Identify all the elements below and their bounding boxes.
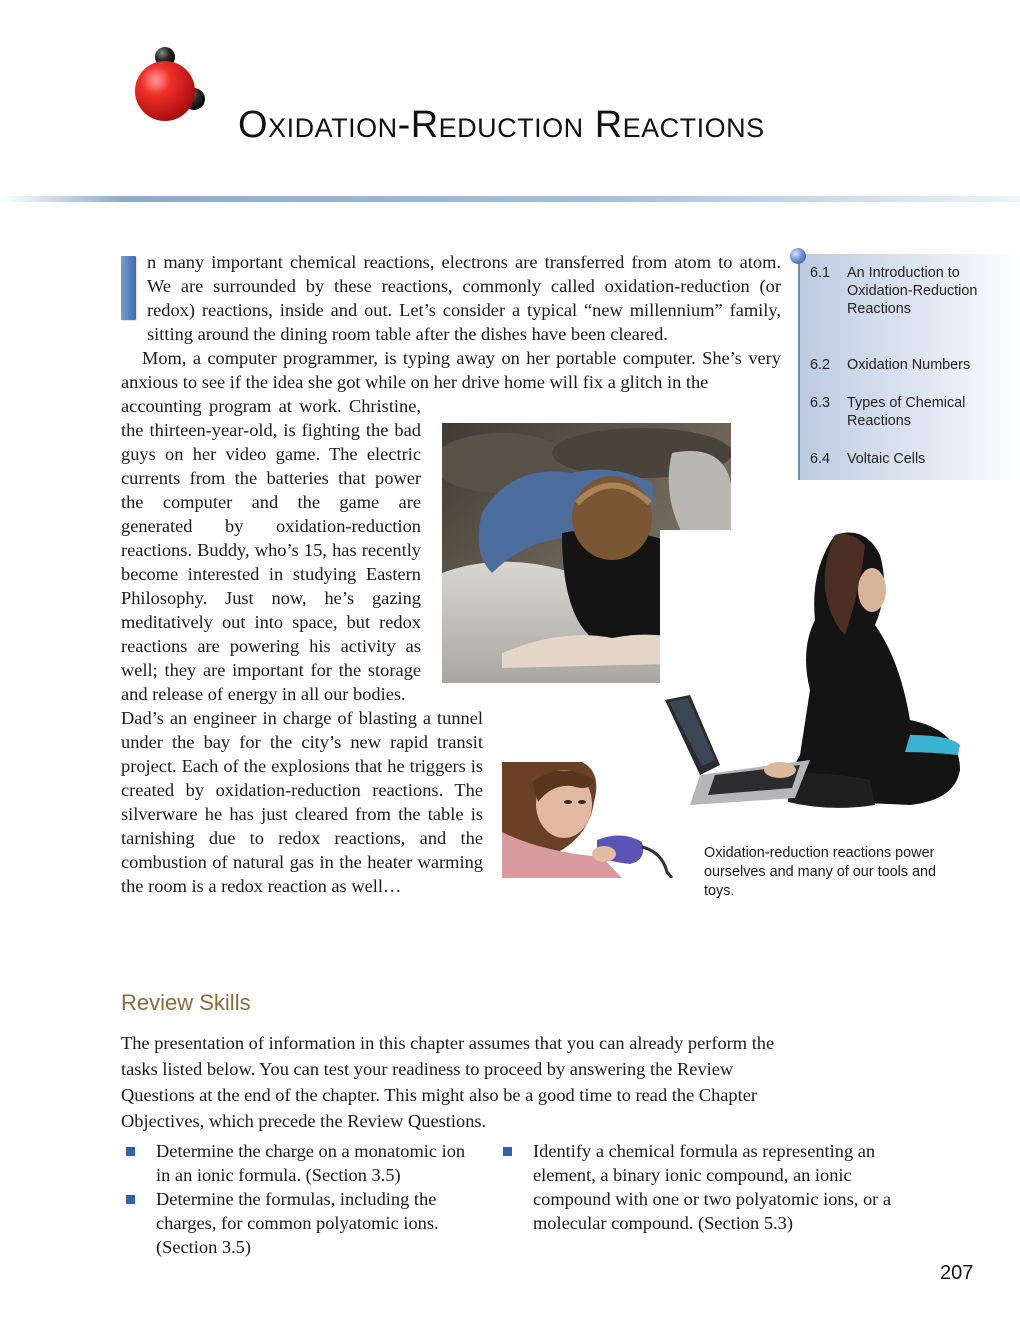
photo-girl-gaming bbox=[502, 762, 674, 878]
review-skills-heading: Review Skills bbox=[121, 990, 251, 1015]
skill-text: Determine the charge on a monatomic ion in an ionic formula. (Section 3.5) bbox=[156, 1141, 466, 1185]
chapter-contents bbox=[798, 254, 1020, 480]
square-bullet-icon bbox=[503, 1147, 512, 1156]
toc-label: Types of Chemical Reactions bbox=[847, 395, 966, 429]
toc-number: 6.2 bbox=[810, 357, 831, 373]
toc-label: An Introduction to Oxidation-Reduction Reactions bbox=[847, 265, 978, 317]
toc-bullet-icon bbox=[790, 248, 806, 264]
photo-girl-with-laptop bbox=[660, 530, 962, 815]
page-number: 207 bbox=[940, 1262, 974, 1284]
intro-paragraph-1: n many important chemical reactions, electrons are transferred from atom to atom. We are surrounded by these reactions, commonly called oxidation-reduction (or redox) reactions, inside and out. Let’s consider a typical “new millennium” family, sitting around the dining room table after the dishes have been cleared. bbox=[147, 252, 781, 344]
photo-caption: Oxidation-reduction reactions power ourselves and many of our tools and toys. bbox=[704, 845, 936, 899]
toc-number: 6.4 bbox=[810, 451, 831, 467]
square-bullet-icon bbox=[126, 1195, 135, 1204]
skill-text: Identify a chemical formula as representing an element, a binary ionic compound, an ionic compound with one or two polyatomic ions, or a molecular compound. (Section 5.3) bbox=[533, 1141, 892, 1233]
header-divider bbox=[0, 196, 1020, 202]
drop-cap bbox=[121, 256, 136, 320]
intro-paragraph-2: Mom, a computer programmer, is typing away on her portable computer. She’s very anxious to see if the idea she got while on her drive home will fix a glitch in the bbox=[121, 348, 781, 392]
intro-paragraph-4: Dad’s an engineer in charge of blasting a tunnel under the bay for the city’s new rapid transit project. Each of the explosions that he triggers is created by oxidation-reduction reactions. The silverware he has just cleared from the table is tarnishing due to redox reactions, and the combustion of natural gas in the heater warming the room is a redox reaction as well… bbox=[121, 708, 483, 896]
toc-label: Oxidation Numbers bbox=[847, 357, 971, 373]
chapter-title: Oxidation-Reduction Reactions bbox=[238, 104, 765, 146]
toc-number: 6.3 bbox=[810, 395, 831, 411]
intro-paragraph-3: accounting program at work. Christine, the thirteen-year-old, is fighting the bad guys on her video game. The electric currents from the batteries that power the computer and the game are generated by oxidation-reduction reactions. Buddy, who’s 15, has recently become interested in studying Eastern Philosophy. Just now, he’s gazing meditatively out into space, but redox reactions are powering his activity as well; they are important for the storage and release of energy in all our bodies. bbox=[121, 396, 421, 704]
skill-item bbox=[156, 1187, 476, 1259]
skill-text: Determine the formulas, including the charges, for common polyatomic ions. (Section 3.5) bbox=[156, 1189, 439, 1257]
toc-label: Voltaic Cells bbox=[847, 451, 926, 467]
molecule-icon bbox=[128, 44, 212, 126]
skill-item bbox=[533, 1139, 893, 1235]
drop-cap-letter bbox=[121, 256, 136, 320]
toc-number: 6.1 bbox=[810, 265, 831, 281]
square-bullet-icon bbox=[126, 1147, 135, 1156]
review-skills-intro: The presentation of information in this chapter assumes that you can already perform the tasks listed below. You can test your readiness to proceed by answering the Review Questions at the end of the chapter. This might also be a good time to read the Chapter Objectives, which precede the Review Questions. bbox=[121, 1033, 775, 1131]
skill-item bbox=[156, 1139, 476, 1187]
